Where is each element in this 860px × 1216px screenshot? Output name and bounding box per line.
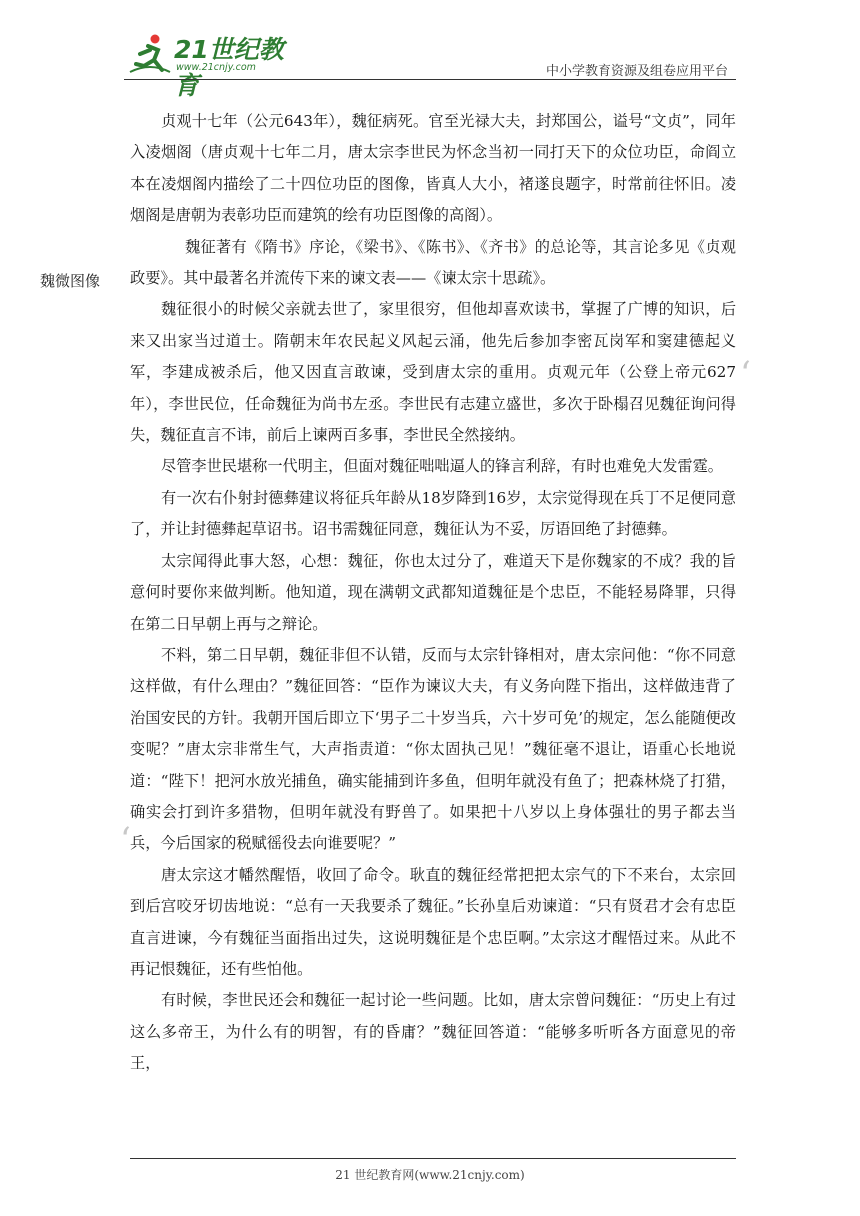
paragraph: 不料，第二日早朝，魏征非但不认错，反而与太宗针锋相对，唐太宗问他：“你不同意这样做，有什么理由？”魏征回答：“臣作为谏议大夫，有义务向陛下指出，这样做违背了治国安民的方针。我朝开国后即立下‘男子二十岁当兵，六十岁可免’的规定，怎么能随便改变呢？”唐太宗非常生气，大声指责道：“你太固执己见！”魏征毫不退让，语重心长地说道：“陛下！把河水放光捕鱼，确实能捕到许多鱼，但明年就没有鱼了；把森林烧了打猎，确实会打到许多猎物，但明年就没有野兽了。如果把十八岁以上身体强壮的男子都去当兵，今后国家的税赋徭役去向谁要呢？” bbox=[130, 645, 736, 853]
paragraph: 魏征很小的时候父亲就去世了，家里很穷，但他却喜欢读书，掌握了广博的知识，后来又出家当过道士。隋朝末年农民起义风起云涌，他先后参加李密瓦岗军和窦建德起义军，李建成被杀后，他又因直言敢谏，受到唐太宗的重用。贞观元年（公登上帝元627年），李世民位，任命魏征为尚书左丞。李世民有志建立盛世，多次于卧榻召见魏征询问得失，魏征直言不讳，前后上谏两百多事，李世民全然接纳。 bbox=[130, 300, 736, 445]
image-caption: 魏微图像 bbox=[40, 272, 101, 290]
paragraph: 唐太宗这才幡然醒悟，收回了命令。耿直的魏征经常把把太宗气的下不来台，太宗回到后宫咬牙切齿地说：“总有一天我要杀了魏征。”长孙皇后劝谏道：“只有贤君才会有忠臣直言进谏，今有魏征当面指出过失，这说明魏征是个忠臣啊。”太宗这才醒悟过来。从此不再记恨魏征，还有些怕他。 bbox=[130, 865, 736, 978]
page-footer: 21 世纪教育网(www.21cnjy.com) bbox=[335, 1168, 525, 1182]
logo-url: www.21cnjy.com bbox=[176, 62, 256, 73]
footer-divider bbox=[130, 1158, 736, 1159]
paragraph: 有时候，李世民还会和魏征一起讨论一些问题。比如，唐太宗曾问魏征：“历史上有过这么多帝王，为什么有的明智，有的昏庸？”魏征回答道：“能够多听听各方面意见的帝王， bbox=[130, 991, 736, 1073]
header-divider bbox=[124, 79, 736, 80]
platform-name: 中小学教育资源及组卷应用平台 bbox=[545, 64, 728, 79]
article-body bbox=[130, 106, 736, 1080]
paragraph: 太宗闻得此事大怒，心想：魏征，你也太过分了，难道天下是你魏家的不成？我的旨意何时要你来做判断。他知道，现在满朝文武都知道魏征是个忠臣，不能轻易降罪，只得在第二日早朝上再与之辩论。 bbox=[130, 551, 736, 633]
site-logo bbox=[124, 30, 294, 100]
paragraph: 贞观十七年（公元643年），魏征病死。官至光禄大夫，封郑国公，谥号“文贞”，同年入凌烟阁（唐贞观十七年二月，唐太宗李世民为怀念当初一同打天下的众位功臣，命阎立本在凌烟阁内描绘了二十四位功臣的图像，皆真人大小，褚遂良题字，时常前往怀旧。凌烟阁是唐朝为表彰功臣而建筑的绘有功臣图像的高阁）。 bbox=[130, 112, 736, 225]
paragraph: 有一次右仆射封德彝建议将征兵年龄从18岁降到16岁，太宗觉得现在兵丁不足便同意了，并让封德彝起草诏书。诏书需魏征同意，魏征认为不妥，厉语回绝了封德彝。 bbox=[130, 488, 736, 539]
paragraph: 魏征著有《隋书》序论，《梁书》、《陈书》、《齐书》的总论等，其言论多见《贞观政要》。其中最著名并流传下来的谏文表——《谏太宗十思疏》。 bbox=[130, 237, 736, 288]
runner-icon bbox=[128, 32, 172, 76]
quote-mark-decoration: ‘ bbox=[120, 820, 131, 860]
page-header bbox=[0, 0, 860, 100]
logo-text: 21世纪教育 bbox=[174, 35, 284, 100]
quote-mark-decoration: ‘ bbox=[740, 354, 751, 394]
paragraph: 尽管李世民堪称一代明主，但面对魏征咄咄逼人的锋言利辞，有时也难免大发雷霆。 bbox=[161, 457, 723, 476]
